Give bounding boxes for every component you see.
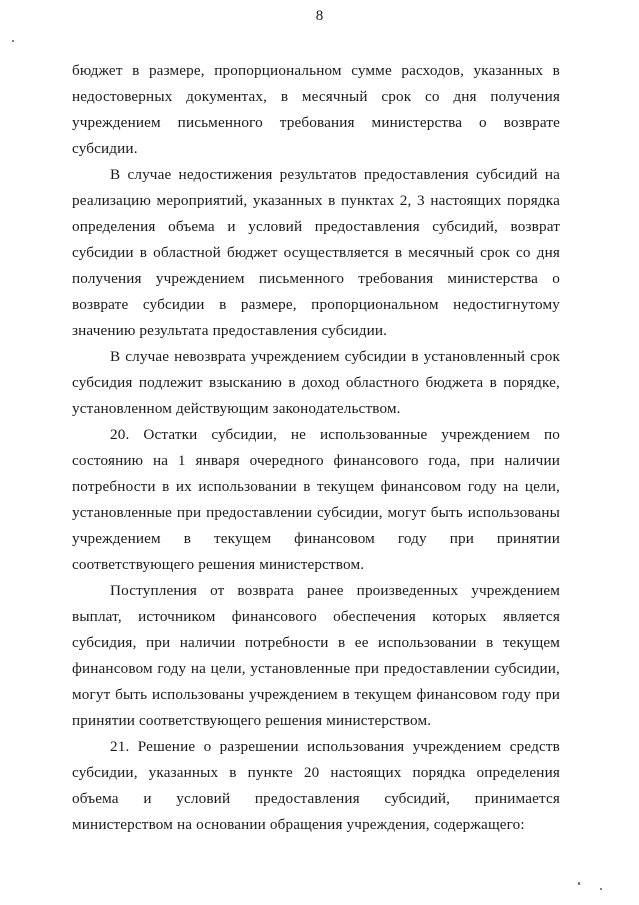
paragraph-item-21: 21. Решение о разрешении использования учреждением средств субсидии, указанных в пункте 20 настоящих порядка определения объема и условий предоставления субсидий, принимается министерством на основании обращения учреждения, содержащего: [72, 738, 560, 833]
scan-speck [12, 40, 14, 42]
paragraph-item-20: 20. Остатки субсидии, не использованные учреждением по состоянию на 1 января очередного финансового года, при наличии потребности в их использовании в текущем финансовом году на цели, установленные при предоставлении субсидии, могут быть использованы учреждением в текущем финансовом году при принятии соответствующего решения министерством. [72, 426, 560, 573]
paragraph-returns: Поступления от возврата ранее произведенных учреждением выплат, источником финансового обеспечения которых является субсидия, при наличии потребности в ее использовании в текущем финансовом году на цели, установленные при предоставлении субсидии, могут быть использованы учреждением в текущем финансовом году при принятии соответствующего решения министерством. [72, 582, 560, 729]
scan-speck [600, 888, 602, 890]
document-body [72, 58, 560, 838]
page-number: 8 [315, 8, 324, 24]
paragraph-nonachievement: В случае недостижения результатов предоставления субсидий на реализацию мероприятий, указанных в пунктах 2, 3 настоящих порядка определения объема и условий предоставления субсидий, возврат субсидии в областной бюджет осуществляется в месячный срок со дня получения учреждением письменного требования министерства о возврате субсидии в размере, пропорциональном недостигнутому значению результата предоставления субсидии. [72, 166, 560, 339]
paragraph-continuation: бюджет в размере, пропорциональном сумме расходов, указанных в недостоверных документах, в месячный срок со дня получения учреждением письменного требования министерства о возврате субсидии. [72, 62, 560, 157]
scan-speck [578, 882, 580, 885]
paragraph-nonreturn: В случае невозврата учреждением субсидии в установленный срок субсидия подлежит взысканию в доход областного бюджета в порядке, установленном действующим законодательством. [72, 348, 560, 417]
